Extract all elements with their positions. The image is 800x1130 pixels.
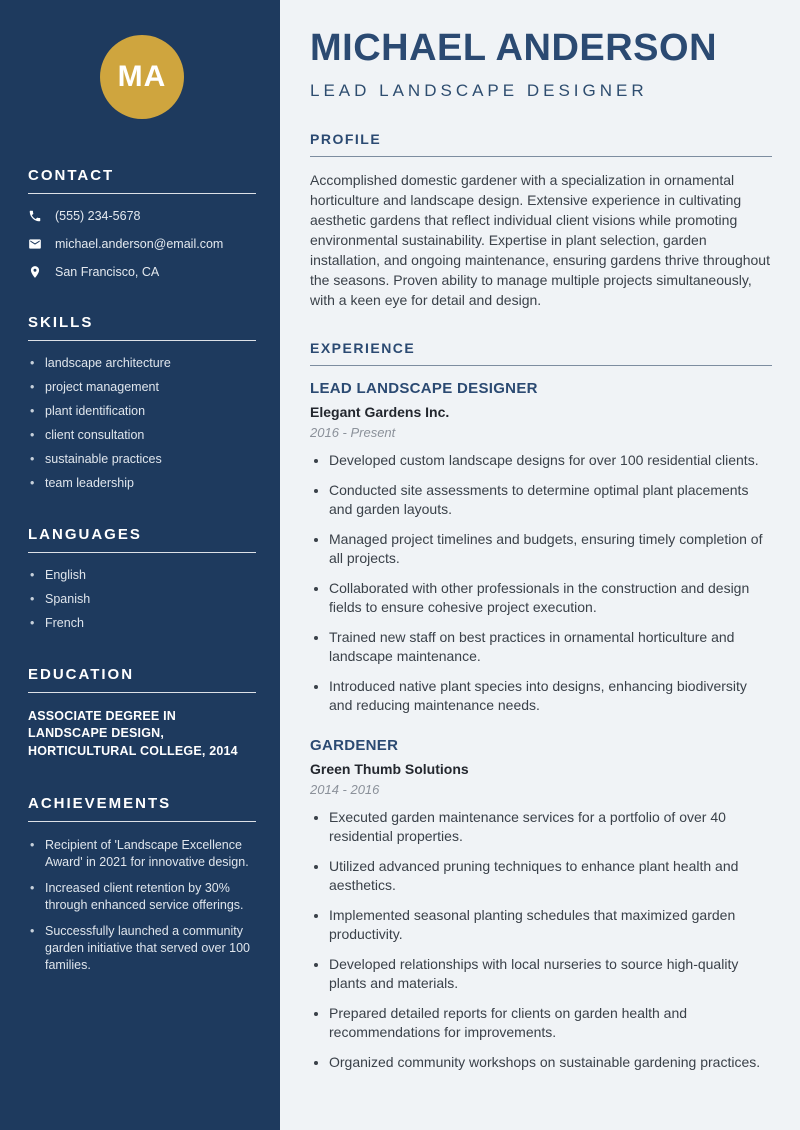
experience-heading: EXPERIENCE [310, 340, 772, 366]
email-icon [28, 237, 42, 251]
job-bullet: • Managed project timelines and budgets, ensuring timely completion of all projects. [329, 530, 772, 568]
job-bullet: • Trained new staff on best practices in ornamental horticulture and landscape maintenance. [329, 628, 772, 666]
job-bullet: • Introduced native plant species into designs, enhancing biodiversity and reducing maintenance needs. [329, 677, 772, 715]
achievement-item: • Increased client retention by 30% through enhanced service offerings. [28, 880, 256, 914]
contact-heading: CONTACT [28, 167, 256, 194]
job-bullet: • Utilized advanced pruning techniques to enhance plant health and aesthetics. [329, 857, 772, 895]
language-item: • French [28, 616, 256, 631]
languages-heading: LANGUAGES [28, 526, 256, 553]
achievements-list [28, 837, 256, 974]
resume-sidebar [0, 0, 280, 1130]
education-heading: EDUCATION [28, 666, 256, 693]
contact-phone-row [28, 209, 256, 223]
language-item: • English [28, 568, 256, 583]
education-degree: ASSOCIATE DEGREE IN LANDSCAPE DESIGN, HORTICULTURAL COLLEGE, 2014 [28, 709, 238, 758]
job-bullet: • Developed custom landscape designs for over 100 residential clients. [329, 451, 772, 470]
contact-location-row [28, 265, 256, 279]
job-bullet: • Implemented seasonal planting schedules that maximized garden productivity. [329, 906, 772, 944]
skill-item: • client consultation [28, 428, 256, 443]
skill-item: • team leadership [28, 476, 256, 491]
job-bullet: • Executed garden maintenance services for a portfolio of over 40 residential properties. [329, 808, 772, 846]
job-bullet-list [310, 451, 772, 715]
avatar-initials: MA [117, 60, 167, 93]
job-title: LEAD LANDSCAPE DESIGNER [310, 379, 538, 397]
profile-text: Accomplished domestic gardener with a specialization in ornamental horticulture and landscape design. Extensive experience in cultivating aesthetic gardens that reflect individual client visions while promoting environmental sustainability. Expertise in plant selection, garden installation, and ongoing maintenance, ensuring gardens thrive throughout the seasons. Proven ability to manage multiple projects simultaneously, with a keen eye for detail and design. [310, 171, 770, 308]
job-company: Green Thumb Solutions [310, 760, 469, 777]
achievements-heading: ACHIEVEMENTS [28, 795, 256, 822]
phone-number: (555) 234-5678 [55, 209, 141, 223]
skill-item: • project management [28, 380, 256, 395]
contact-email-row [28, 237, 256, 251]
job-entry [310, 737, 772, 1072]
skill-item: • landscape architecture [28, 356, 256, 371]
location-text: San Francisco, CA [55, 265, 160, 279]
job-title: GARDENER [310, 736, 399, 754]
job-entry [310, 380, 772, 715]
achievement-item: • Successfully launched a community garden initiative that served over 100 families. [28, 923, 256, 974]
job-bullet: • Collaborated with other professionals in the construction and design fields to ensure cohesive project execution. [329, 579, 772, 617]
languages-section [28, 526, 256, 631]
profile-section [310, 131, 772, 310]
job-dates: 2014 - 2016 [310, 781, 380, 797]
job-bullet: • Organized community workshops on sustainable gardening practices. [329, 1053, 772, 1072]
phone-icon [28, 209, 42, 223]
person-name: MICHAEL ANDERSON [310, 27, 718, 69]
job-bullet-list [310, 808, 772, 1072]
language-item: • Spanish [28, 592, 256, 607]
achievement-item: • Recipient of 'Landscape Excellence Award' in 2021 for innovative design. [28, 837, 256, 871]
job-bullet: • Developed relationships with local nurseries to source high-quality plants and materials. [329, 955, 772, 993]
skills-section [28, 314, 256, 491]
job-dates: 2016 - Present [310, 424, 396, 440]
skill-item: • sustainable practices [28, 452, 256, 467]
experience-section [310, 340, 772, 1072]
skills-list [28, 356, 256, 491]
avatar [100, 35, 184, 119]
achievements-section [28, 795, 256, 974]
skill-item: • plant identification [28, 404, 256, 419]
location-icon [28, 265, 42, 279]
education-section [28, 666, 256, 760]
languages-list [28, 568, 256, 631]
job-bullet: • Conducted site assessments to determine optimal plant placements and garden layouts. [329, 481, 772, 519]
profile-heading: PROFILE [310, 131, 772, 157]
job-bullet: • Prepared detailed reports for clients on garden health and recommendations for improvements. [329, 1004, 772, 1042]
skills-heading: SKILLS [28, 314, 256, 341]
job-company: Elegant Gardens Inc. [310, 403, 450, 420]
email-address: michael.anderson@email.com [55, 237, 224, 251]
contact-section [28, 167, 256, 279]
person-title: LEAD LANDSCAPE DESIGNER [310, 80, 648, 100]
resume-main [280, 0, 800, 1130]
